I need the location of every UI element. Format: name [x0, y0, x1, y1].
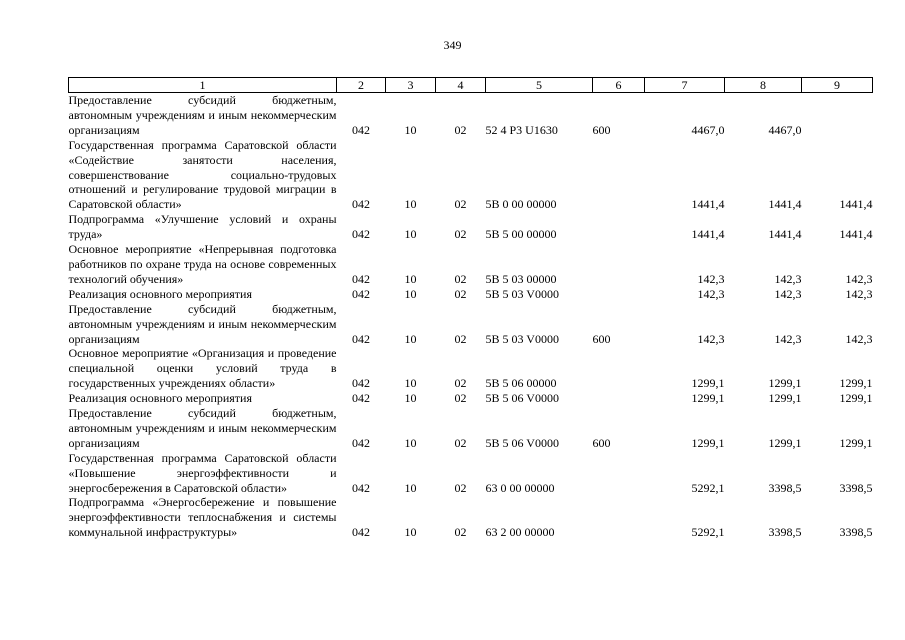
amount-col-8: 3398,5 [768, 525, 802, 540]
header-col-8: 8 [725, 78, 802, 93]
row-description: Подпрограмма «Энергосбережение и повышение энергоэффективности теплоснабжения и системы коммунальной инфраструктуры» [68, 495, 337, 540]
section-code: 10 [404, 391, 417, 406]
section-code: 10 [404, 480, 417, 495]
section-code: 10 [404, 227, 417, 242]
amount-col-9 [802, 93, 873, 138]
amount-col-8: 142,3 [774, 286, 802, 301]
section-code: 10 [404, 376, 417, 391]
section-code: 10 [404, 286, 417, 301]
table-row [69, 93, 873, 138]
header-col-4: 4 [436, 78, 486, 93]
row-description: Государственная программа Саратовской области «Повышение энергоэффективности и энергосбережения в Саратовской области» [68, 450, 337, 495]
amount-col-7: 1299,1 [691, 435, 725, 450]
row-description: Основное мероприятие «Непрерывная подготовка работников по охране труда на основе современных технологий обучения» [68, 242, 337, 286]
table-row [69, 138, 873, 213]
target-article-code: 5B 5 03 V0000 [485, 286, 559, 301]
amount-col-9: 3398,5 [839, 480, 873, 495]
subsection-code: 02 [454, 525, 467, 540]
row-description: Предоставление субсидий бюджетным, автономным учреждениям и иным некоммерческим организациям [68, 301, 337, 346]
amount-col-7: 1299,1 [691, 391, 725, 406]
header-col-7: 7 [645, 78, 725, 93]
expense-type-code [593, 212, 645, 242]
ministry-code: 042 [352, 271, 370, 286]
expense-type-code [593, 242, 645, 287]
page-number: 349 [443, 38, 462, 52]
expense-type-code: 600 [592, 122, 611, 137]
amount-col-8: 3398,5 [768, 480, 802, 495]
table-row [69, 406, 873, 451]
target-article-code: 5B 5 06 00000 [485, 376, 557, 391]
subsection-code: 02 [454, 197, 467, 212]
amount-col-8: 142,3 [774, 331, 802, 346]
target-article-code: 63 0 00 00000 [485, 480, 555, 495]
ministry-code: 042 [352, 197, 370, 212]
row-description: Предоставление субсидий бюджетным, автономным учреждениям и иным некоммерческим организациям [68, 93, 337, 137]
amount-col-7: 5292,1 [691, 480, 725, 495]
row-description: Реализация основного мероприятия [68, 286, 252, 301]
amount-col-8: 1299,1 [768, 376, 802, 391]
target-article-code: 63 2 00 00000 [485, 525, 555, 540]
expense-type-code: 600 [592, 331, 611, 346]
table-row [69, 346, 873, 391]
expense-type-code [593, 451, 645, 496]
section-code: 10 [404, 197, 417, 212]
table-row [69, 495, 873, 540]
subsection-code: 02 [454, 331, 467, 346]
table-row [69, 391, 873, 406]
target-article-code: 5B 5 06 V0000 [485, 435, 559, 450]
amount-col-9: 142,3 [845, 271, 873, 286]
expense-type-code [593, 138, 645, 213]
row-description: Подпрограмма «Улучшение условий и охраны труда» [68, 212, 337, 242]
expense-type-code [593, 346, 645, 391]
amount-col-7: 142,3 [697, 331, 725, 346]
subsection-code: 02 [454, 286, 467, 301]
header-col-3: 3 [386, 78, 436, 93]
amount-col-7: 5292,1 [691, 525, 725, 540]
ministry-code: 042 [352, 331, 370, 346]
amount-col-7: 1441,4 [691, 197, 725, 212]
amount-col-7: 4467,0 [691, 122, 725, 137]
budget-table [68, 77, 873, 540]
header-col-1: 1 [69, 78, 337, 93]
table-row [69, 242, 873, 287]
section-code: 10 [404, 331, 417, 346]
table-row [69, 212, 873, 242]
amount-col-9: 3398,5 [839, 525, 873, 540]
amount-col-7: 1299,1 [691, 376, 725, 391]
expense-type-code [593, 287, 645, 302]
header-col-5: 5 [486, 78, 593, 93]
ministry-code: 042 [352, 227, 370, 242]
subsection-code: 02 [454, 227, 467, 242]
amount-col-9: 1299,1 [839, 391, 873, 406]
ministry-code: 042 [352, 286, 370, 301]
amount-col-7: 1441,4 [691, 227, 725, 242]
amount-col-7: 142,3 [697, 271, 725, 286]
amount-col-8: 1299,1 [768, 391, 802, 406]
row-description: Государственная программа Саратовской области «Содействие занятости населения, совершенствование социально-трудовых отношений и регулирование трудовой миграции в Саратовской области» [68, 137, 337, 212]
subsection-code: 02 [454, 391, 467, 406]
expense-type-code [593, 495, 645, 540]
ministry-code: 042 [352, 525, 370, 540]
target-article-code: 5B 5 06 V0000 [485, 391, 559, 406]
header-row [69, 78, 873, 93]
ministry-code: 042 [352, 376, 370, 391]
subsection-code: 02 [454, 480, 467, 495]
amount-col-9: 1299,1 [839, 376, 873, 391]
amount-col-9: 1299,1 [839, 435, 873, 450]
subsection-code: 02 [454, 271, 467, 286]
amount-col-9: 142,3 [845, 286, 873, 301]
amount-col-7: 142,3 [697, 286, 725, 301]
section-code: 10 [404, 435, 417, 450]
amount-col-8: 1441,4 [768, 197, 802, 212]
amount-col-9: 1441,4 [839, 227, 873, 242]
amount-col-8: 142,3 [774, 271, 802, 286]
section-code: 10 [404, 271, 417, 286]
ministry-code: 042 [352, 480, 370, 495]
target-article-code: 52 4 P3 U1630 [485, 122, 558, 137]
row-description: Реализация основного мероприятия [68, 391, 252, 406]
subsection-code: 02 [454, 122, 467, 137]
target-article-code: 5B 5 03 V0000 [485, 331, 559, 346]
section-code: 10 [404, 525, 417, 540]
header-col-6: 6 [593, 78, 645, 93]
amount-col-8: 4467,0 [768, 122, 802, 137]
header-col-2: 2 [337, 78, 386, 93]
amount-col-9: 142,3 [845, 331, 873, 346]
ministry-code: 042 [352, 391, 370, 406]
ministry-code: 042 [352, 122, 370, 137]
table-row [69, 302, 873, 347]
table-row [69, 451, 873, 496]
row-description: Основное мероприятие «Организация и проведение специальной оценки условий труда в государственных учреждениях области» [68, 346, 337, 391]
expense-type-code: 600 [592, 435, 611, 450]
header-col-9: 9 [802, 78, 873, 93]
section-code: 10 [404, 122, 417, 137]
target-article-code: 5B 5 00 00000 [485, 227, 557, 242]
subsection-code: 02 [454, 435, 467, 450]
target-article-code: 5B 5 03 00000 [485, 271, 557, 286]
amount-col-8: 1441,4 [768, 227, 802, 242]
ministry-code: 042 [352, 435, 370, 450]
amount-col-9: 1441,4 [839, 197, 873, 212]
table-row [69, 287, 873, 302]
target-article-code: 5B 0 00 00000 [485, 197, 557, 212]
row-description: Предоставление субсидий бюджетным, автономным учреждениям и иным некоммерческим организациям [68, 406, 337, 450]
subsection-code: 02 [454, 376, 467, 391]
expense-type-code [593, 391, 645, 406]
amount-col-8: 1299,1 [768, 435, 802, 450]
